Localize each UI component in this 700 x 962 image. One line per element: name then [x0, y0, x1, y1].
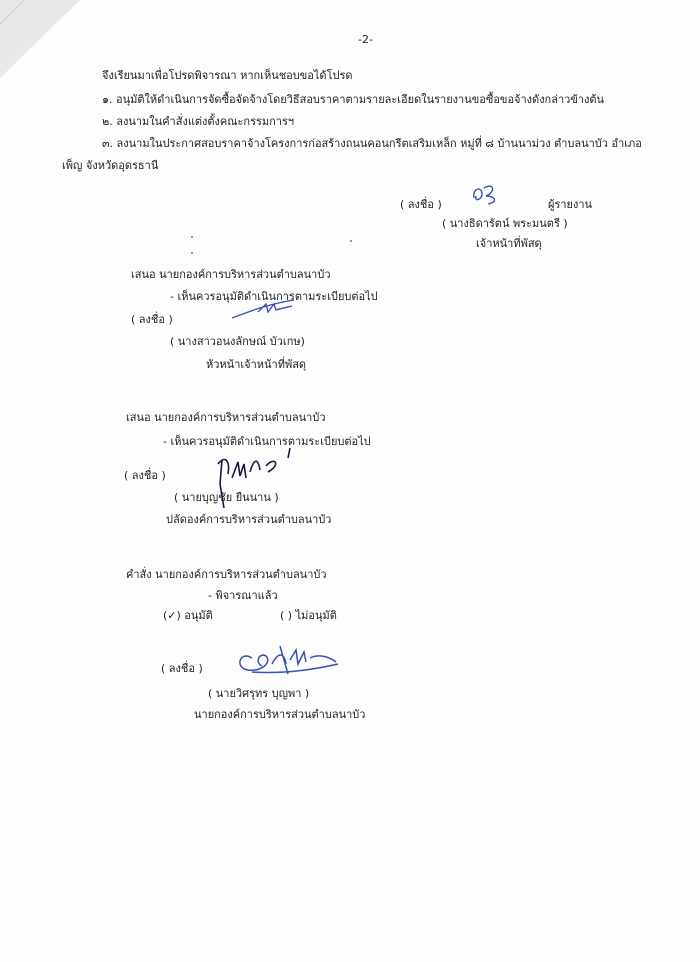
proposal1-name: ( นางสาวอนงลักษณ์ บัวเกษ): [170, 335, 305, 348]
proposal2-opinion: - เห็นควรอนุมัติดำเนินการตามระเบียบต่อไป: [163, 435, 371, 448]
speck: [350, 240, 352, 242]
intro-text: จึงเรียนมาเพื่อโปรดพิจารณา หากเห็นชอบขอได้โปรด: [102, 69, 353, 82]
reporter-sign-label: ( ลงชื่อ ): [400, 198, 442, 211]
order-heading: คำสั่ง นายกองค์การบริหารส่วนตำบลนาบัว: [126, 568, 327, 581]
reporter-signature: [468, 180, 518, 210]
reporter-position: เจ้าหน้าที่พัสดุ: [476, 237, 542, 250]
proposal2-sign-label: ( ลงชื่อ ): [124, 469, 166, 482]
item-3: ๓. ลงนามในประกาศสอบราคาจ้างโครงการก่อสร้างถนนคอนกรีตเสริมเหล็ก หมู่ที่ ๘ บ้านนาม่วง ตำบลนาบัว อำเภอ: [102, 137, 642, 150]
proposal1-to: เสนอ นายกองค์การบริหารส่วนตำบลนาบัว: [131, 268, 331, 281]
order-sign-label: ( ลงชื่อ ): [161, 662, 203, 675]
proposal2-position: ปลัดองค์การบริหารส่วนตำบลนาบัว: [166, 513, 332, 526]
proposal1-position: หัวหน้าเจ้าหน้าที่พัสดุ: [206, 358, 307, 371]
page-number: -2-: [358, 33, 373, 46]
item-1: ๑. อนุมัติให้ดำเนินการจัดซื้อจัดจ้างโดยวิธีสอบราคาตามรายละเอียดในรายงานขอซื้อขอจ้างดังกล่าวข้างต้น: [102, 93, 605, 106]
order-name: ( นายวิศรุทร บุญพา ): [208, 687, 310, 700]
order-reject: ( ) ไม่อนุมัติ: [280, 609, 337, 622]
order-considered: - พิจารณาแล้ว: [208, 589, 278, 602]
proposal2-to: เสนอ นายกองค์การบริหารส่วนตำบลนาบัว: [126, 411, 326, 424]
reporter-role: ผู้รายงาน: [548, 198, 593, 211]
speck: [191, 236, 193, 238]
proposal2-name: ( นายบุญชัย ยืนนาน ): [174, 491, 279, 504]
speck: [191, 252, 193, 254]
order-approve: (✓) อนุมัติ: [163, 609, 213, 622]
order-signature: [232, 640, 342, 680]
proposal1-opinion: - เห็นควรอนุมัติดำเนินการตามระเบียบต่อไป: [170, 290, 378, 303]
reporter-name: ( นางธิดารัตน์ พระมนตรี ): [442, 217, 568, 230]
order-position: นายกองค์การบริหารส่วนตำบลนาบัว: [194, 708, 366, 721]
item-2: ๒. ลงนามในคำสั่งแต่งตั้งคณะกรรมการฯ: [102, 115, 295, 128]
proposal1-sign-label: ( ลงชื่อ ): [131, 313, 173, 326]
item-3-cont: เพ็ญ จังหวัดอุดรธานี: [62, 159, 159, 172]
proposal1-signature: [228, 298, 298, 322]
